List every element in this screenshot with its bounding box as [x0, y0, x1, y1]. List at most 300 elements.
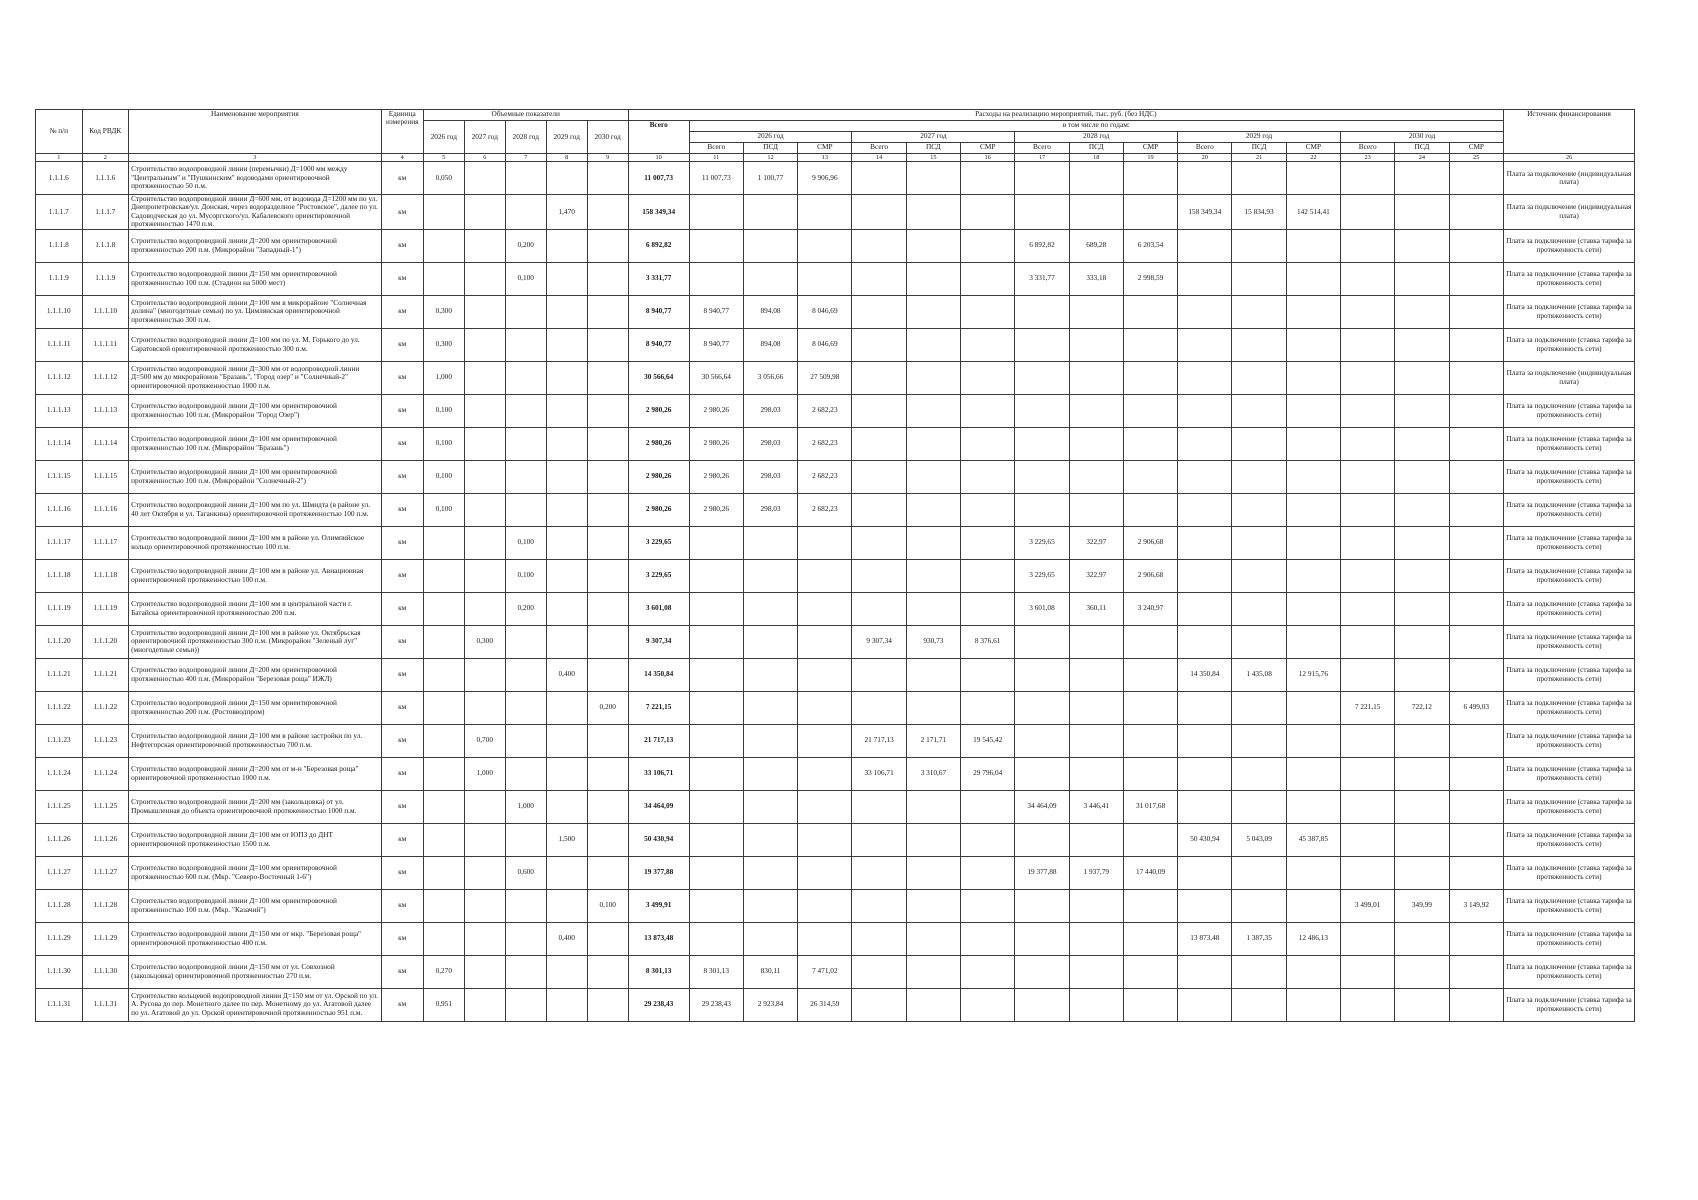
row-year-smr	[1449, 361, 1503, 394]
row-volume	[546, 955, 587, 988]
row-year-total	[689, 262, 743, 295]
row-name: Строительство водопроводной линии Д=150 мм от мкр. "Березовая роща" ориентировочной протяженностью 400 п.м.	[129, 922, 382, 955]
row-year-psd	[1232, 625, 1286, 658]
row-year-psd	[1232, 955, 1286, 988]
row-unit: км	[381, 559, 423, 592]
row-year-smr	[961, 988, 1015, 1021]
row-year-psd	[906, 988, 960, 1021]
row-year-smr	[1449, 955, 1503, 988]
table-row	[36, 790, 1635, 823]
row-year-total	[852, 460, 906, 493]
row-year-psd	[1232, 262, 1286, 295]
row-year-smr	[1449, 295, 1503, 328]
row-year-total: 2 980,26	[689, 394, 743, 427]
row-year-psd	[906, 922, 960, 955]
table-row	[36, 922, 1635, 955]
row-volume	[464, 988, 505, 1021]
row-year-smr	[1123, 625, 1177, 658]
row-year-total	[852, 328, 906, 361]
row-source: Плата за подключение (ставка тарифа за протяженность сети)	[1504, 889, 1635, 922]
row-volume	[546, 493, 587, 526]
row-num: 1.1.1.26	[36, 823, 83, 856]
row-year-smr	[1123, 889, 1177, 922]
row-volume	[464, 493, 505, 526]
row-year-psd	[1232, 790, 1286, 823]
column-number: 3	[129, 154, 382, 162]
row-year-smr	[1286, 262, 1340, 295]
row-year-total	[1341, 262, 1395, 295]
row-year-total: 3 229,65	[1015, 559, 1069, 592]
row-year-psd	[1395, 394, 1449, 427]
row-code: 1.1.1.22	[82, 691, 129, 724]
row-year-psd	[1395, 262, 1449, 295]
row-year-smr: 2 906,68	[1123, 559, 1177, 592]
row-year-psd	[1069, 724, 1123, 757]
row-volume	[546, 757, 587, 790]
column-number: 4	[381, 154, 423, 162]
row-year-total	[1015, 361, 1069, 394]
row-volume	[587, 988, 628, 1021]
row-year-smr	[1449, 162, 1503, 195]
column-number: 10	[628, 154, 689, 162]
row-year-smr	[798, 922, 852, 955]
row-volume: 0,100	[423, 493, 464, 526]
column-number: 13	[798, 154, 852, 162]
row-year-smr	[1286, 988, 1340, 1021]
row-volume	[464, 262, 505, 295]
row-volume	[423, 889, 464, 922]
row-year-psd	[1395, 427, 1449, 460]
row-volume: 0,300	[423, 328, 464, 361]
row-num: 1.1.1.8	[36, 229, 83, 262]
row-year-total: 7 221,15	[1341, 691, 1395, 724]
row-year-total	[689, 856, 743, 889]
table-row	[36, 295, 1635, 328]
row-year-total	[852, 691, 906, 724]
row-volume	[587, 592, 628, 625]
row-year-total	[1015, 658, 1069, 691]
row-year-total	[689, 195, 743, 230]
row-num: 1.1.1.11	[36, 328, 83, 361]
row-source: Плата за подключение (индивидуальная плата)	[1504, 361, 1635, 394]
row-num: 1.1.1.12	[36, 361, 83, 394]
row-code: 1.1.1.27	[82, 856, 129, 889]
row-code: 1.1.1.8	[82, 229, 129, 262]
table-row	[36, 658, 1635, 691]
row-year-total	[852, 889, 906, 922]
row-year-psd	[1069, 328, 1123, 361]
row-source: Плата за подключение (ставка тарифа за протяженность сети)	[1504, 328, 1635, 361]
row-year-psd	[1395, 526, 1449, 559]
row-total: 50 430,94	[628, 823, 689, 856]
row-year-smr	[798, 691, 852, 724]
row-year-total: 14 350,84	[1178, 658, 1232, 691]
row-volume: 0,100	[587, 889, 628, 922]
row-unit: км	[381, 691, 423, 724]
row-year-psd	[743, 823, 797, 856]
table-row	[36, 427, 1635, 460]
row-year-smr	[961, 427, 1015, 460]
row-year-psd	[906, 229, 960, 262]
row-volume	[423, 757, 464, 790]
row-year-psd: 349,99	[1395, 889, 1449, 922]
row-year-psd	[1069, 460, 1123, 493]
row-name: Строительство водопроводной линии Д=100 мм ориентировочной протяженностью 600 п.м. (Мкр. "Северо-Восточный 1-6")	[129, 856, 382, 889]
row-volume: 0,270	[423, 955, 464, 988]
row-year-psd	[1232, 295, 1286, 328]
row-year-smr	[798, 856, 852, 889]
row-volume	[546, 559, 587, 592]
row-year-psd	[1232, 724, 1286, 757]
row-year-total	[1178, 328, 1232, 361]
row-code: 1.1.1.15	[82, 460, 129, 493]
row-num: 1.1.1.10	[36, 295, 83, 328]
column-number: 22	[1286, 154, 1340, 162]
row-year-total: 9 307,34	[852, 625, 906, 658]
row-volume	[505, 493, 546, 526]
row-year-smr	[1123, 427, 1177, 460]
header-sub-psd: ПСД	[743, 143, 797, 154]
row-year-psd: 894,08	[743, 328, 797, 361]
row-year-psd	[1395, 724, 1449, 757]
row-volume: 0,400	[546, 922, 587, 955]
row-volume	[505, 988, 546, 1021]
row-year-smr	[798, 658, 852, 691]
row-num: 1.1.1.21	[36, 658, 83, 691]
row-year-psd	[906, 361, 960, 394]
row-year-smr	[961, 162, 1015, 195]
row-source: Плата за подключение (ставка тарифа за протяженность сети)	[1504, 394, 1635, 427]
row-year-total	[1015, 757, 1069, 790]
column-number: 26	[1504, 154, 1635, 162]
row-year-smr	[1286, 460, 1340, 493]
row-volume	[423, 262, 464, 295]
row-volume: 0,600	[505, 856, 546, 889]
row-volume	[587, 955, 628, 988]
row-volume	[464, 658, 505, 691]
row-year-total	[852, 856, 906, 889]
row-name: Строительство водопроводной линии Д=150 мм ориентировочной протяженностью 200 п.м. (Ростовводпром)	[129, 691, 382, 724]
row-volume	[546, 295, 587, 328]
row-year-psd	[743, 658, 797, 691]
header-sub-smr: СМР	[1449, 143, 1503, 154]
row-year-total	[1178, 625, 1232, 658]
row-volume	[587, 559, 628, 592]
row-volume	[464, 394, 505, 427]
row-year-total	[852, 427, 906, 460]
row-volume	[423, 229, 464, 262]
row-volume	[505, 295, 546, 328]
row-year-total	[852, 361, 906, 394]
row-year-total	[1341, 559, 1395, 592]
row-year-total	[1015, 328, 1069, 361]
row-year-smr	[961, 823, 1015, 856]
row-year-total	[1178, 889, 1232, 922]
row-volume	[464, 328, 505, 361]
row-year-total: 6 892,82	[1015, 229, 1069, 262]
row-year-smr	[961, 658, 1015, 691]
row-num: 1.1.1.23	[36, 724, 83, 757]
row-code: 1.1.1.12	[82, 361, 129, 394]
row-year-total	[1341, 493, 1395, 526]
row-year-smr	[961, 691, 1015, 724]
row-volume	[423, 658, 464, 691]
table-row	[36, 229, 1635, 262]
row-source: Плата за подключение (ставка тарифа за протяженность сети)	[1504, 757, 1635, 790]
row-year-total	[852, 922, 906, 955]
row-year-psd	[1069, 757, 1123, 790]
row-year-smr	[1449, 922, 1503, 955]
row-year-total	[1178, 427, 1232, 460]
row-unit: км	[381, 394, 423, 427]
row-volume	[546, 592, 587, 625]
table-row	[36, 460, 1635, 493]
row-year-smr	[1123, 460, 1177, 493]
header-expense-year: 2027 год	[852, 132, 1015, 143]
row-unit: км	[381, 658, 423, 691]
row-name: Строительство водопроводной линии Д=100 мм ориентировочной протяженностью 100 п.м. (Микрорайон "Город Озер")	[129, 394, 382, 427]
table-row	[36, 262, 1635, 295]
row-code: 1.1.1.20	[82, 625, 129, 658]
table-row	[36, 361, 1635, 394]
row-year-smr	[1123, 955, 1177, 988]
row-volume: 0,050	[423, 162, 464, 195]
header-sub-psd: ПСД	[1069, 143, 1123, 154]
row-year-total	[689, 691, 743, 724]
row-code: 1.1.1.10	[82, 295, 129, 328]
row-year-psd	[743, 691, 797, 724]
row-year-smr: 12 486,13	[1286, 922, 1340, 955]
row-volume	[423, 559, 464, 592]
row-year-smr: 8 046,69	[798, 295, 852, 328]
row-total: 19 377,88	[628, 856, 689, 889]
header-unit: Единица измерения	[381, 110, 423, 154]
row-volume	[423, 823, 464, 856]
row-name: Строительство водопроводной линии Д=100 мм по ул. Шмидта (в районе ул. 40 лет Октября и ул. Таганкина) ориентировочной протяженностью 100 п.м.	[129, 493, 382, 526]
row-source: Плата за подключение (ставка тарифа за протяженность сети)	[1504, 922, 1635, 955]
row-year-total	[1341, 757, 1395, 790]
row-volume	[464, 889, 505, 922]
row-year-smr	[961, 460, 1015, 493]
row-year-smr	[961, 790, 1015, 823]
row-name: Строительство водопроводной линии Д=100 мм в районе ул. Октябрьская ориентировочной протяженностью 300 п.м. (Микрорайон "Зеленый луг" (многодетные семьи))	[129, 625, 382, 658]
row-year-psd: 322,97	[1069, 559, 1123, 592]
row-total: 3 331,77	[628, 262, 689, 295]
row-year-smr: 2 682,23	[798, 460, 852, 493]
row-volume	[546, 460, 587, 493]
row-year-psd	[1395, 955, 1449, 988]
row-year-psd	[1395, 162, 1449, 195]
header-sub-total: Всего	[1015, 143, 1069, 154]
row-year-psd	[743, 757, 797, 790]
row-year-psd	[1395, 922, 1449, 955]
row-code: 1.1.1.17	[82, 526, 129, 559]
column-number: 8	[546, 154, 587, 162]
row-year-smr	[1123, 922, 1177, 955]
row-volume: 0,100	[423, 394, 464, 427]
row-year-total	[1178, 460, 1232, 493]
row-year-total	[689, 658, 743, 691]
row-year-smr: 26 314,59	[798, 988, 852, 1021]
row-year-smr	[1286, 724, 1340, 757]
row-volume	[587, 625, 628, 658]
row-volume	[505, 195, 546, 230]
row-year-total	[689, 790, 743, 823]
header-sub-psd: ПСД	[1395, 143, 1449, 154]
row-volume	[464, 691, 505, 724]
row-unit: км	[381, 625, 423, 658]
row-year-smr: 7 471,02	[798, 955, 852, 988]
row-source: Плата за подключение (ставка тарифа за протяженность сети)	[1504, 724, 1635, 757]
row-volume	[546, 328, 587, 361]
header-volume-year: 2028 год	[505, 121, 546, 154]
row-year-psd	[906, 856, 960, 889]
row-year-total: 158 349,34	[1178, 195, 1232, 230]
row-year-smr	[1286, 955, 1340, 988]
row-year-psd: 1 435,08	[1232, 658, 1286, 691]
row-year-smr	[1286, 559, 1340, 592]
row-name: Строительство водопроводной линии Д=100 мм по ул. М. Горького до ул. Саратовской ориентировочной протяженностью 300 п.м.	[129, 328, 382, 361]
row-year-psd	[1069, 361, 1123, 394]
row-code: 1.1.1.7	[82, 195, 129, 230]
row-volume	[423, 790, 464, 823]
row-year-total: 3 229,65	[1015, 526, 1069, 559]
table-row	[36, 856, 1635, 889]
header-sub-smr: СМР	[961, 143, 1015, 154]
row-year-smr	[1449, 592, 1503, 625]
row-year-total: 8 940,77	[689, 295, 743, 328]
row-year-smr	[961, 262, 1015, 295]
row-year-total	[1178, 229, 1232, 262]
row-year-smr	[1449, 229, 1503, 262]
row-year-smr	[961, 295, 1015, 328]
row-year-smr	[961, 856, 1015, 889]
row-year-total	[1178, 394, 1232, 427]
row-year-total	[852, 988, 906, 1021]
table-row	[36, 394, 1635, 427]
row-unit: км	[381, 856, 423, 889]
row-year-psd	[906, 823, 960, 856]
row-volume	[505, 328, 546, 361]
row-year-smr	[1449, 988, 1503, 1021]
row-code: 1.1.1.11	[82, 328, 129, 361]
row-year-total	[1015, 427, 1069, 460]
row-year-psd	[906, 460, 960, 493]
column-number: 24	[1395, 154, 1449, 162]
row-year-total	[1015, 823, 1069, 856]
row-name: Строительство водопроводной линии Д=100 мм ориентировочной протяженностью 100 п.м. (Микрорайон "Солнечный-2")	[129, 460, 382, 493]
row-year-psd	[1069, 889, 1123, 922]
row-year-smr	[961, 922, 1015, 955]
header-expense-year: 2029 год	[1178, 132, 1341, 143]
row-volume	[464, 856, 505, 889]
row-volume	[505, 394, 546, 427]
row-year-psd	[1069, 922, 1123, 955]
row-total: 33 106,71	[628, 757, 689, 790]
row-year-smr	[1449, 559, 1503, 592]
row-unit: км	[381, 757, 423, 790]
row-unit: км	[381, 229, 423, 262]
row-volume: 0,100	[505, 559, 546, 592]
row-year-total	[1015, 162, 1069, 195]
row-year-total	[1015, 922, 1069, 955]
row-year-total	[852, 262, 906, 295]
row-year-total	[1341, 790, 1395, 823]
row-year-psd	[1069, 427, 1123, 460]
row-year-total: 33 106,71	[852, 757, 906, 790]
row-year-total: 50 430,94	[1178, 823, 1232, 856]
row-year-total	[852, 592, 906, 625]
row-year-smr: 19 545,42	[961, 724, 1015, 757]
row-year-total	[1015, 889, 1069, 922]
row-code: 1.1.1.21	[82, 658, 129, 691]
row-year-total	[1015, 493, 1069, 526]
row-year-psd	[1232, 856, 1286, 889]
row-source: Плата за подключение (ставка тарифа за протяженность сети)	[1504, 625, 1635, 658]
row-year-psd	[906, 526, 960, 559]
row-year-smr	[1449, 724, 1503, 757]
row-year-psd: 3 056,66	[743, 361, 797, 394]
column-number: 15	[906, 154, 960, 162]
row-volume	[546, 625, 587, 658]
row-year-smr	[1449, 526, 1503, 559]
row-num: 1.1.1.9	[36, 262, 83, 295]
row-year-total	[1341, 856, 1395, 889]
row-year-psd: 2 171,71	[906, 724, 960, 757]
row-year-total	[1341, 162, 1395, 195]
table-row	[36, 625, 1635, 658]
row-year-total: 8 940,77	[689, 328, 743, 361]
row-year-psd	[743, 922, 797, 955]
row-year-total	[1341, 295, 1395, 328]
row-year-smr	[798, 724, 852, 757]
row-year-smr	[1286, 394, 1340, 427]
row-year-total	[1341, 625, 1395, 658]
row-year-smr	[1123, 493, 1177, 526]
header-sub-psd: ПСД	[1232, 143, 1286, 154]
row-volume	[464, 592, 505, 625]
row-volume	[587, 195, 628, 230]
row-year-psd	[1395, 625, 1449, 658]
row-year-total: 3 601,08	[1015, 592, 1069, 625]
row-volume	[423, 691, 464, 724]
row-year-smr	[1286, 592, 1340, 625]
row-total: 34 464,09	[628, 790, 689, 823]
table-row	[36, 162, 1635, 195]
row-code: 1.1.1.29	[82, 922, 129, 955]
row-volume	[505, 757, 546, 790]
row-volume	[546, 361, 587, 394]
row-year-total	[852, 790, 906, 823]
row-year-total	[1341, 922, 1395, 955]
row-volume	[587, 427, 628, 460]
row-year-smr: 8 046,69	[798, 328, 852, 361]
row-unit: км	[381, 922, 423, 955]
row-year-smr	[961, 889, 1015, 922]
row-year-total	[1178, 955, 1232, 988]
row-year-total: 2 980,26	[689, 493, 743, 526]
column-number: 2	[82, 154, 129, 162]
row-year-smr	[1123, 162, 1177, 195]
row-num: 1.1.1.20	[36, 625, 83, 658]
row-year-smr: 31 017,68	[1123, 790, 1177, 823]
row-year-psd: 894,08	[743, 295, 797, 328]
row-volume: 0,951	[423, 988, 464, 1021]
row-year-smr	[798, 559, 852, 592]
row-year-smr	[1286, 691, 1340, 724]
row-year-total	[689, 625, 743, 658]
row-year-smr	[1123, 394, 1177, 427]
